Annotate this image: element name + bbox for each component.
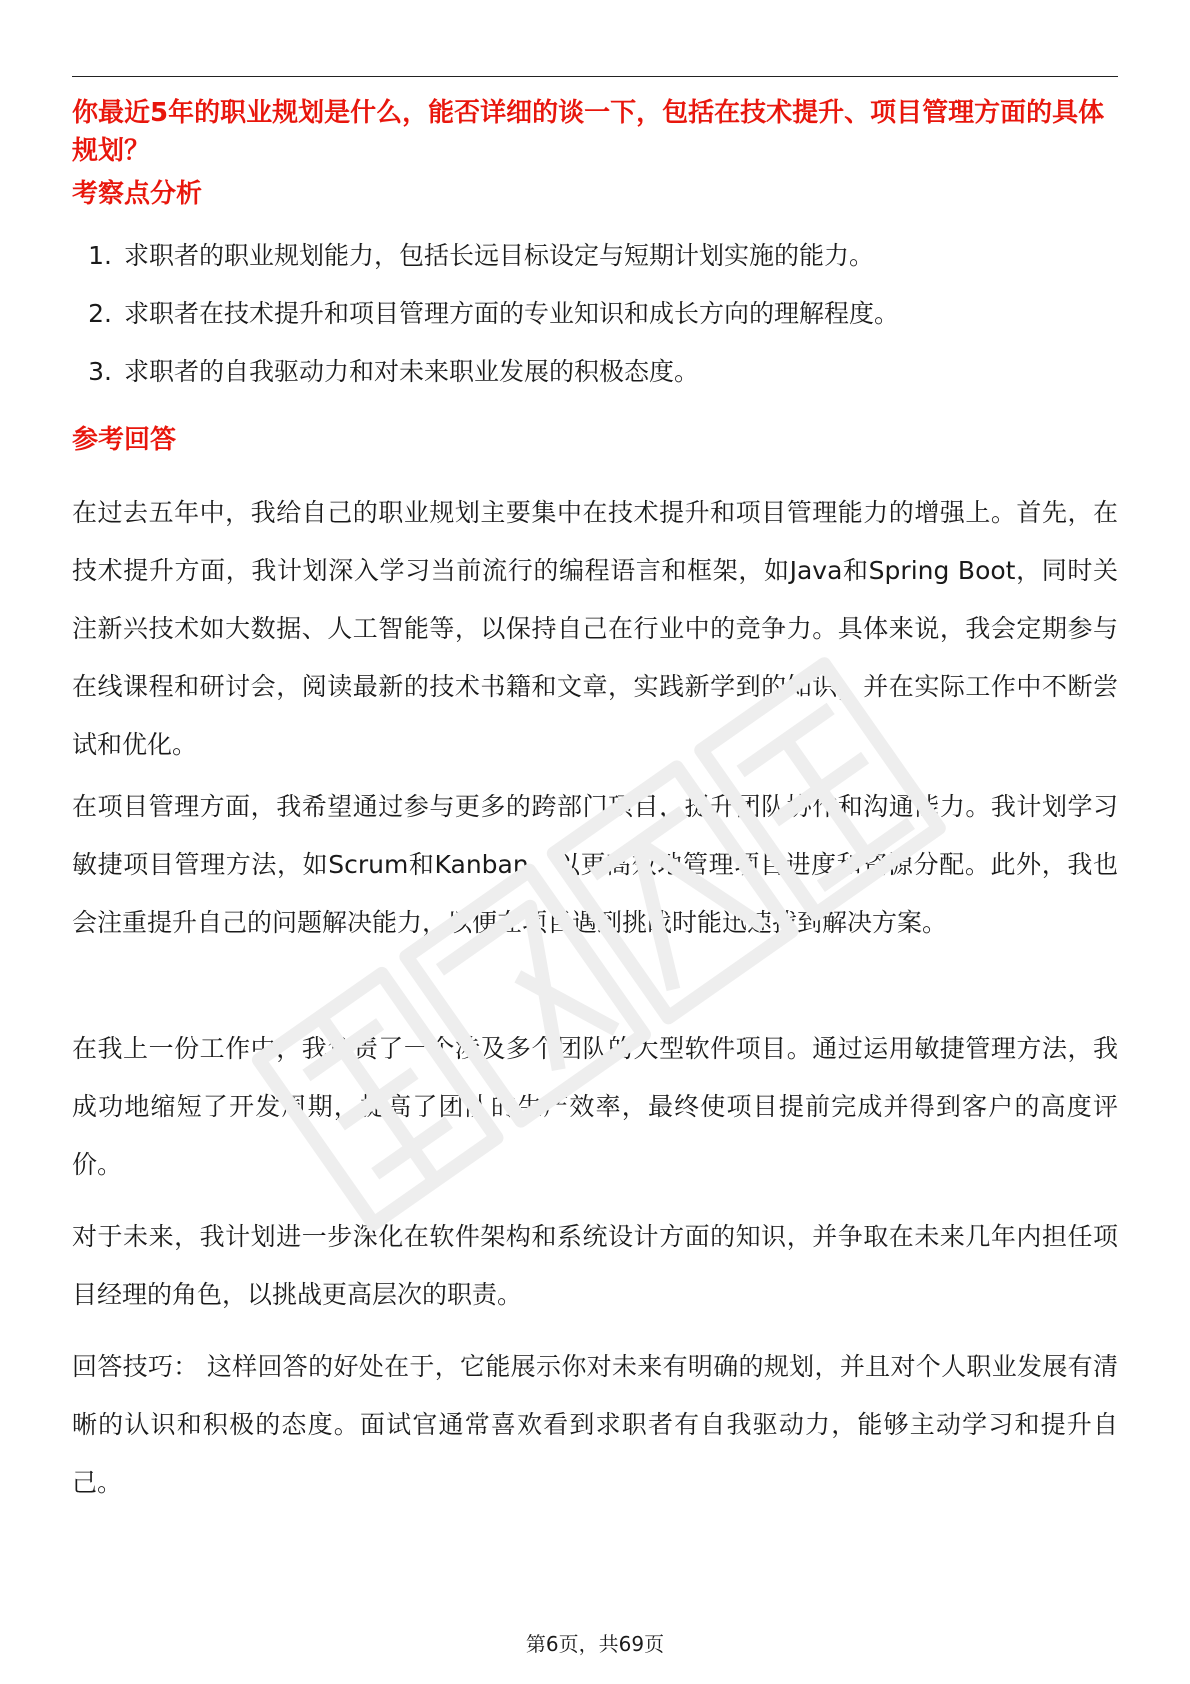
analysis-points-list [72, 238, 1118, 412]
list-item [72, 296, 1118, 332]
answer-paragraph-tips: 回答技巧： 这样回答的好处在于，它能展示你对未来有明确的规划，并且对个人职业发展有清晰的认识和积极的态度。面试官通常喜欢看到求职者有自我驱动力，能够主动学习和提升自己。 [72, 1352, 1118, 1497]
answer-heading: 参考回答 [72, 425, 177, 455]
list-item-number: 2. [88, 299, 112, 328]
document-page [72, 0, 1118, 1684]
top-divider [72, 76, 1118, 77]
list-item-text: 求职者的自我驱动力和对未来职业发展的积极态度。 [124, 357, 700, 386]
answer-paragraph-tech: 在过去五年中，我给自己的职业规划主要集中在技术提升和项目管理能力的增强上。首先，在技术提升方面，我计划深入学习当前流行的编程语言和框架，如Java和Spring Boot，同时关注新兴技术如大数据、人工智能等，以保持自己在行业中的竞争力。具体来说，我会定期参与在线课程和研讨会，阅读最新的技术书籍和文章，实践新学到的知识，并在实际工作中不断尝试和优化。 [72, 498, 1118, 759]
list-item-number: 1. [88, 241, 112, 270]
analysis-heading: 考察点分析 [72, 179, 203, 209]
answer-paragraph-future: 对于未来，我计划进一步深化在软件架构和系统设计方面的知识，并争取在未来几年内担任项目经理的角色，以挑战更高层次的职责。 [72, 1222, 1118, 1309]
list-item-text: 求职者的职业规划能力，包括长远目标设定与短期计划实施的能力。 [124, 241, 875, 270]
question-title: 你最近5年的职业规划是什么，能否详细的谈一下，包括在技术提升、项目管理方面的具体规划？ [72, 98, 1105, 166]
list-item-number: 3. [88, 357, 112, 386]
list-item [72, 238, 1118, 274]
answer-paragraph-experience: 在我上一份工作中，我负责了一个涉及多个团队的大型软件项目。通过运用敏捷管理方法，我成功地缩短了开发周期，提高了团队的生产效率，最终使项目提前完成并得到客户的高度评价。 [72, 1034, 1118, 1179]
answer-paragraph-management: 在项目管理方面，我希望通过参与更多的跨部门项目，提升团队协作和沟通能力。我计划学习敏捷项目管理方法，如Scrum和Kanban，以更高效地管理项目进度和资源分配。此外，我也会注重提升自己的问题解决能力，以便在项目遇到挑战时能迅速找到解决方案。 [72, 792, 1118, 937]
list-item [72, 354, 1118, 390]
list-item-text: 求职者在技术提升和项目管理方面的专业知识和成长方向的理解程度。 [124, 299, 900, 328]
page-number-footer: 第6页，共69页 [525, 1632, 665, 1656]
